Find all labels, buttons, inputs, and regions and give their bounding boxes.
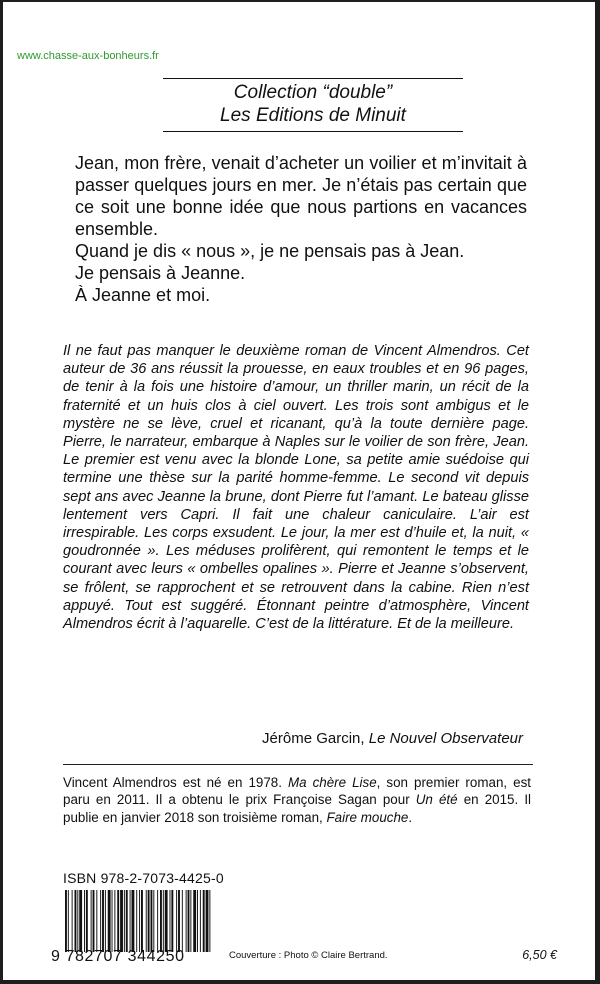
back-cover: [3, 2, 595, 980]
press-review: Il ne faut pas manquer le deuxième roman de Vincent Almendros. Cet auteur de 36 ans réussit la prouesse, en eaux troubles et en 96 pages, de tenir à la fois une histoire d’amour, un thriller marin, un récit de la fraternité et un huis clos à ciel ouvert. Les trois sont ambigus et le mystère ne se lève, cruel et ricanant, qu’à la toute dernière page. Pierre, le narrateur, embarque à Naples sur le voilier de son frère, Jean. Le premier est venu avec la blonde Lone, sa petite amie suédoise qui termine une thèse sur la parité homme-femme. Le second vit depuis sept ans avec Jeanne la brune, dont Pierre fut l’amant. Le bateau glisse lentement vers Capri. Il fait une chaleur caniculaire. L’air est irrespirable. Les corps exsudent. Le jour, la mer est d’huile et, la nuit, « goudronnée ». Les méduses prolifèrent, qui remontent le temps et le courant avec leurs « ombelles opalines ». Pierre et Jeanne s’observent, se frôlent, se rapprochent et se retrouvent dans la cabine. Rien n’est appuyé. Tout est suggéré. Étonnant peintre d’atmosphère, Vincent Almendros écrit à l’aquarelle. C’est de la littérature. Et de la meilleure.: [63, 343, 529, 633]
barcode-bar: [157, 890, 158, 952]
barcode-bar: [197, 890, 198, 952]
barcode-bar: [108, 890, 111, 952]
bio-book-title: Un été: [415, 792, 458, 808]
barcode-digits: 9 782707 344250: [51, 948, 185, 965]
barcode-bar: [153, 890, 154, 952]
barcode-bar: [146, 890, 147, 952]
barcode-bar: [105, 890, 106, 952]
barcode-bar: [160, 890, 162, 952]
barcode-bar: [203, 890, 205, 952]
barcode-bar: [79, 890, 82, 952]
barcode-bar: [182, 890, 183, 952]
publisher-name: Les Editions de Minuit: [220, 105, 406, 126]
blurb-line: À Jeanne et moi.: [75, 285, 211, 305]
barcode-bar: [176, 890, 177, 952]
barcode-bar: [188, 890, 190, 952]
barcode-bar: [148, 890, 150, 952]
barcode-bar: [91, 890, 92, 952]
barcode-bar: [117, 890, 119, 952]
isbn: ISBN 978-2-7073-4425-0: [63, 870, 224, 886]
barcode-bar: [124, 890, 125, 952]
blurb-line: Je pensais à Jeanne.: [75, 263, 246, 283]
barcode-bar: [171, 890, 173, 952]
barcode: [63, 890, 213, 952]
barcode-bar: [170, 890, 171, 952]
barcode-bar: [75, 890, 77, 952]
barcode-bar: [206, 890, 209, 952]
watermark-url: www.chasse-aux-bonheurs.fr: [17, 50, 159, 62]
barcode-bar: [200, 890, 201, 952]
price: 6,50 €: [522, 948, 557, 962]
barcode-bar: [112, 890, 113, 952]
barcode-bar: [120, 890, 123, 952]
bio-text: Vincent Almendros est né en 1978.: [63, 775, 288, 790]
bio-text: , son premier roman, est paru en 2011. Il a obtenu le prix Françoise Sagan pour: [63, 775, 531, 808]
blurb-line: Quand je dis « nous », je ne pensais pas à Jean.: [75, 241, 465, 261]
blurb-paragraph: Jean, mon frère, venait d’acheter un voilier et m’invitait à passer quelques jours en mer. Je n’étais pas certain que ce soit une bonne idée que nous partions en vacances ensemble.: [75, 153, 527, 239]
barcode-bar: [186, 890, 187, 952]
barcode-bar: [93, 890, 95, 952]
book-blurb: [75, 152, 527, 306]
barcode-bar: [68, 890, 69, 952]
barcode-bar: [102, 890, 104, 952]
barcode-bar: [130, 890, 131, 952]
barcode-bar: [209, 890, 210, 952]
barcode-bar: [165, 890, 168, 952]
barcode-bar: [151, 890, 153, 952]
barcode-bar: [72, 890, 73, 952]
barcode-bar: [139, 890, 140, 952]
collection-name: Collection “double”: [233, 82, 393, 103]
review-author: Jérôme Garcin,: [262, 730, 365, 747]
barcode-bar: [141, 890, 143, 952]
barcode-bar: [100, 890, 101, 952]
barcode-bar: [132, 890, 135, 952]
barcode-bar: [126, 890, 128, 952]
bio-text: .: [408, 809, 413, 825]
barcode-bar: [77, 890, 78, 952]
barcode-bar: [86, 890, 88, 952]
author-bio: [63, 774, 531, 826]
barcode-bar: [84, 890, 85, 952]
divider: [63, 764, 533, 765]
bio-book-title: Faire mouche: [326, 809, 409, 825]
barcode-bar: [163, 890, 164, 952]
barcode-bar: [114, 890, 115, 952]
barcode-bar: [193, 890, 196, 952]
barcode-bar: [136, 890, 137, 952]
review-source: Le Nouvel Observateur: [368, 730, 523, 747]
barcode-bar: [65, 890, 67, 952]
bio-book-title: Ma chère Lise: [287, 775, 377, 790]
collection-header: [163, 78, 463, 132]
barcode-bar: [96, 890, 97, 952]
review-signature: [262, 730, 523, 747]
cover-credit: Couverture : Photo © Claire Bertrand.: [229, 950, 388, 961]
bio-text: en 2015. Il publie en janvier 2018 son troisième roman,: [63, 792, 532, 825]
barcode-bar: [190, 890, 191, 952]
barcode-bar: [178, 890, 180, 952]
